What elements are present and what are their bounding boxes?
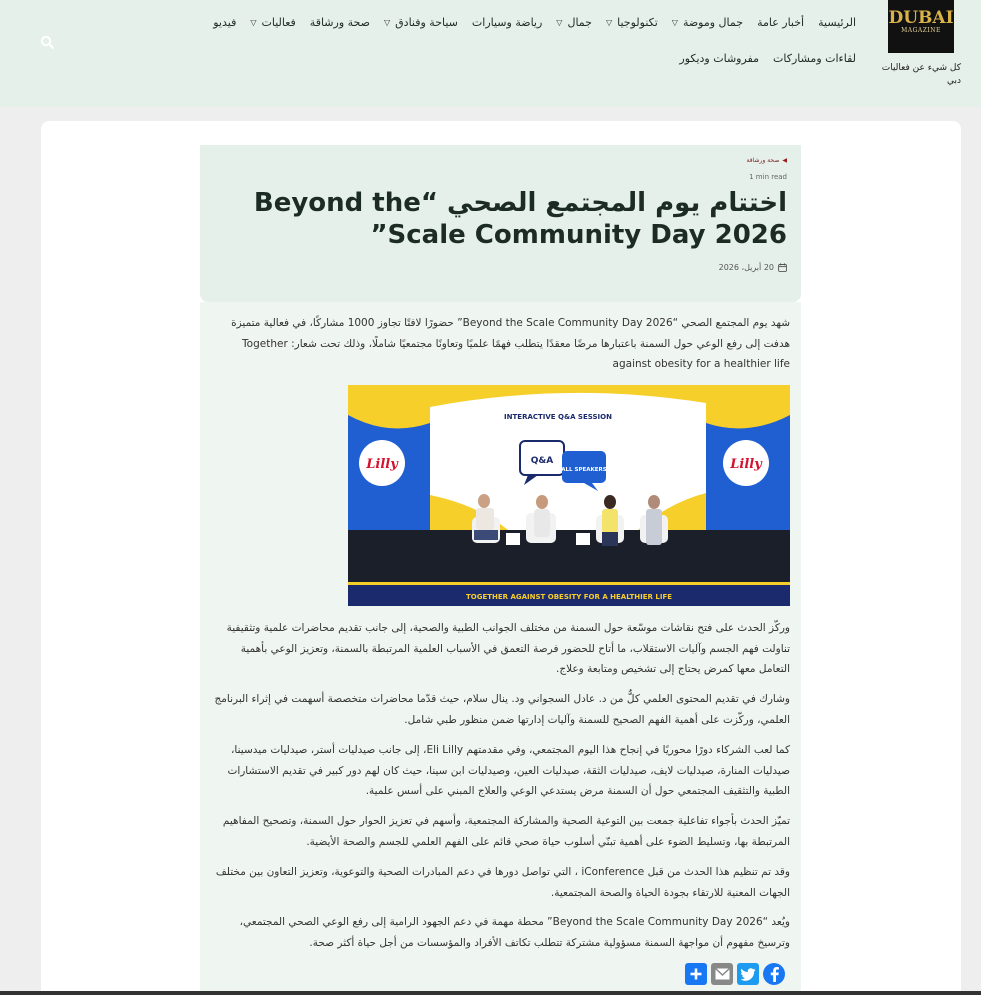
facebook-icon[interactable] bbox=[763, 963, 785, 985]
nav-item-beauty-fashion[interactable] bbox=[672, 14, 743, 32]
nav-label: الرئيسية bbox=[818, 16, 856, 29]
article-paragraph: شهد يوم المجتمع الصحي “Beyond the Scale Community Day 2026” حضورًا لافتًا تجاوز 1000 مشاركًا، في فعالية متميزة هدفت إلى رفع الوعي حول السمنة باعتبارها مرضًا معقدًا يتطلب فهمًا علميًا وتعاونًا مجتمعيًا شاملًا، وذلك تحت شعار: Together against obesity for a healthier life bbox=[231, 317, 790, 370]
nav-label: جمال وموضة bbox=[682, 16, 744, 29]
bubble-speakers: ALL SPEAKERS bbox=[561, 467, 607, 473]
chevron-down-icon: ▽ bbox=[250, 18, 257, 27]
share-icon[interactable] bbox=[685, 963, 707, 985]
nav-item-general-news[interactable] bbox=[757, 14, 804, 32]
nav-item-home[interactable] bbox=[818, 14, 856, 32]
nav-label: جمال bbox=[567, 16, 592, 29]
search-icon[interactable] bbox=[40, 34, 54, 48]
logo-sub-text: MAGAZINE bbox=[901, 27, 941, 34]
chevron-down-icon: ▽ bbox=[671, 18, 678, 27]
nav-item-video[interactable] bbox=[213, 14, 236, 32]
nav-item-interviews[interactable] bbox=[773, 50, 856, 68]
nav-label: لقاءات ومشاركات bbox=[773, 52, 856, 65]
category-label: صحة ورشاقة bbox=[746, 157, 780, 164]
date-text: 20 أبريل، 2026 bbox=[718, 263, 774, 272]
nav-item-tourism-hotels[interactable] bbox=[384, 14, 458, 32]
article-hero bbox=[200, 145, 801, 302]
site-header bbox=[0, 0, 981, 107]
nav-item-health-fitness[interactable] bbox=[310, 14, 370, 32]
article-paragraph: وشارك في تقديم المحتوى العلمي كلٌّ من د. عادل السجواني ود. ينال سلام، حيث قدّما محاضرات متخصصة أسهمت في إثراء البرنامج العلمي، وركّزت على أهمية الفهم الصحيح للسمنة وآليات إدارتها ضمن منظور طبي شامل. bbox=[214, 693, 790, 726]
chevron-down-icon: ▽ bbox=[556, 18, 563, 27]
chevron-down-icon: ▽ bbox=[383, 18, 391, 27]
nav-label: مفروشات وديكور bbox=[679, 52, 760, 65]
bubble-qa: Q&A bbox=[530, 456, 554, 466]
category-link[interactable] bbox=[214, 157, 787, 164]
brand-lilly-right: Lilly bbox=[730, 457, 762, 472]
brand-lilly-left: Lilly bbox=[366, 457, 398, 472]
article-paragraph: وقد تم تنظيم هذا الحدث من قبل iConference ، التي تواصل دورها في دعم المبادرات الصحية والتوعوية، وتعزيز التعاون بين مختلف الجهات المعنية للارتقاء بجودة الحياة والصحة المجتمعية. bbox=[215, 866, 790, 899]
nav-label: سياحة وفنادق bbox=[395, 16, 458, 29]
site-tagline: كل شيء عن فعاليات دبي bbox=[881, 63, 961, 86]
logo-main-text: DUBAI bbox=[888, 8, 954, 28]
site-logo[interactable] bbox=[888, 0, 954, 53]
calendar-icon bbox=[778, 263, 787, 272]
image-banner-text: TOGETHER AGAINST OBESITY FOR A HEALTHIER LIFE bbox=[465, 593, 673, 601]
article-image bbox=[348, 385, 790, 606]
share-buttons bbox=[685, 963, 785, 985]
nav-item-sports-cars[interactable] bbox=[472, 14, 542, 32]
nav-label: أخبار عامة bbox=[757, 16, 805, 29]
stage-heading: INTERACTIVE Q&A SESSION bbox=[504, 413, 612, 421]
read-time: 1 min read bbox=[749, 173, 787, 181]
nav-item-technology[interactable] bbox=[606, 14, 658, 32]
main-nav bbox=[136, 14, 856, 68]
article-paragraph: كما لعب الشركاء دورًا محوريًا في إنجاح هذا اليوم المجتمعي، وفي مقدمتهم Eli Lilly، إلى جانب صيدليات أستر، صيدليات ميدسينا، صيدليات المنارة، صيدليات لايف، صيدليات الثقة، صيدليات العين، وصيدليات ابن سينا، حيث كان لهم دور كبير في تقديم الاستشارات الطبية والتثقيف المجتمعي حول أن السمنة مرض يستدعي الوعي والعلاج المبني على أسس علمية. bbox=[227, 744, 790, 797]
nav-label: فيديو bbox=[213, 16, 237, 29]
bottom-border bbox=[0, 991, 981, 995]
nav-item-furniture-decor[interactable] bbox=[679, 50, 759, 68]
article-date bbox=[214, 263, 787, 272]
nav-label: تكنولوجيا bbox=[617, 16, 658, 29]
triangle-left-icon: ◀ bbox=[782, 157, 787, 164]
nav-item-beauty[interactable] bbox=[556, 14, 592, 32]
article-title: اختتام يوم المجتمع الصحي “Beyond the Scale Community Day 2026” bbox=[253, 188, 787, 250]
nav-label: رياضة وسيارات bbox=[471, 16, 543, 29]
nav-item-events[interactable] bbox=[250, 14, 295, 32]
article-paragraph: ويُعد “Beyond the Scale Community Day 2026” محطة مهمة في دعم الجهود الرامية إلى رفع الوعي الصحي المجتمعي، وترسيخ مفهوم أن مواجهة السمنة مسؤولية مشتركة تتطلب تكاتف الأفراد والمؤسسات من أجل حياة أكثر صحة. bbox=[239, 916, 790, 949]
nav-label: فعاليات bbox=[261, 16, 296, 29]
email-icon[interactable] bbox=[711, 963, 733, 985]
article-paragraph: وركّز الحدث على فتح نقاشات موسّعة حول السمنة من مختلف الجوانب الطبية والصحية، إلى جانب تقديم محاضرات علمية وتثقيفية تناولت فهم الجسم وآليات الاستقلاب، ما أتاح للحضور فرصة التعمق في الأسباب العلمية المرتبطة بالسمنة، وتعزيز الوعي بأهمية التعامل معها كمرض يحتاج إلى تشخيص ومتابعة وعلاج. bbox=[226, 622, 790, 675]
article-paragraph: تميّز الحدث بأجواء تفاعلية جمعت بين التوعية الصحية والمشاركة المجتمعية، وأسهم في تعزيز الحوار حول السمنة، وتصحيح المفاهيم المرتبطة بها، وتسليط الضوء على أهمية تبنّي أسلوب حياة صحي قائم على الفهم العلمي للجسم والصحة الأيضية. bbox=[222, 815, 790, 848]
chevron-down-icon: ▽ bbox=[605, 18, 613, 27]
nav-label: صحة ورشاقة bbox=[309, 16, 370, 29]
twitter-icon[interactable] bbox=[737, 963, 759, 985]
